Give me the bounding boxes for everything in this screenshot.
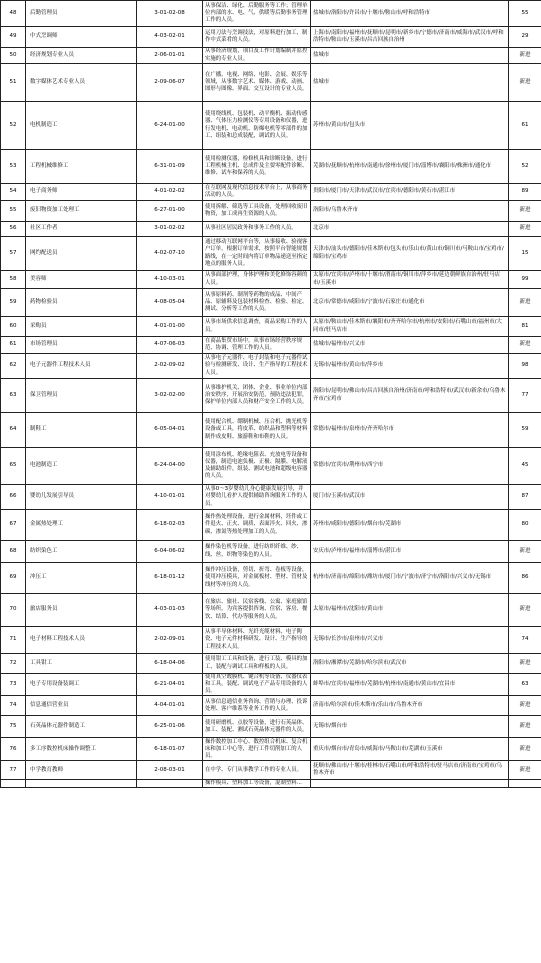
row-number: 76 — [1, 738, 26, 761]
city-list: 贵阳市/厦门市/天津市/武汉市/宜宾市/德阳市/黄石市/湛江市 — [311, 184, 509, 201]
row-number: 68 — [1, 541, 26, 563]
table-row — [1, 485, 541, 510]
row-number: 71 — [1, 627, 26, 654]
table-row — [1, 654, 541, 674]
row-number — [1, 780, 26, 788]
table-row — [1, 1, 541, 27]
row-number: 53 — [1, 150, 26, 184]
occupation-description: 从事市场供求信息调查，商品采购工作的人员。 — [203, 317, 311, 337]
occupation-description: 使用绕线机、包装机、动平衡机、振动传感器、气体压力检测仪等专用设备和仪器，进行发电机、电动机、防爆电机等零部件的加工、组装和总成装配，调试的人员。 — [203, 102, 311, 150]
occupation-name: 中学教育教师 — [26, 761, 137, 780]
occupation-description: 从事社区居民政务和事务工作的人员。 — [203, 222, 311, 237]
occupation-code: 4-01-02-02 — [137, 184, 203, 201]
rank-value — [509, 780, 541, 788]
row-number: 55 — [1, 201, 26, 222]
occupation-name: 信息通信营业员 — [26, 696, 137, 716]
occupation-code: 6-25-01-06 — [137, 716, 203, 738]
occupation-description: 使用配合机、绷制机械、压合机、抛光机等设备或工具，将皮革、纺织品和塑料等材料制作成皮鞋、旅游鞋和布鞋的人员。 — [203, 413, 311, 448]
occupation-name: 电子材料工程技术人员 — [26, 627, 137, 654]
occupation-name: 制鞋工 — [26, 413, 137, 448]
occupation-code: 6-27-01-00 — [137, 201, 203, 222]
occupation-description: 从事经济规划，项目及工作计划编制并监控实施的专业人员。 — [203, 48, 311, 64]
rank-value: 新进 — [509, 594, 541, 627]
occupation-name: 后勤管理员 — [26, 1, 137, 27]
table-row — [1, 289, 541, 317]
table-row — [1, 222, 541, 237]
occupation-name: 社区工作者 — [26, 222, 137, 237]
occupation-name: 中式烹调师 — [26, 27, 137, 48]
occupation-name: 冲压工 — [26, 563, 137, 594]
city-list: 盐城市 — [311, 48, 509, 64]
rank-value: 新进 — [509, 64, 541, 102]
table-row — [1, 379, 541, 413]
occupation-code: 6-05-04-01 — [137, 413, 203, 448]
table-row — [1, 413, 541, 448]
occupation-code: 4-01-01-00 — [137, 317, 203, 337]
row-number: 57 — [1, 237, 26, 271]
occupation-description: 在中学、专门从事教学工作的专业人员。 — [203, 761, 311, 780]
rank-value: 98 — [509, 354, 541, 379]
rank-value: 新进 — [509, 696, 541, 716]
city-list: 太原市/福州市/沈阳市/黄山市 — [311, 594, 509, 627]
occupation-name: 数字媒体艺术专业人员 — [26, 64, 137, 102]
occupation-description: 使用研磨机、点胶等设备，进行石英晶体、加工、装配、测试石英晶体元器件的人员。 — [203, 716, 311, 738]
table-row — [1, 150, 541, 184]
table-row — [1, 563, 541, 594]
occupation-description: 操作冲压设备，剪切、折弯、卷板等设备，使用冲压模具，对金属板材、型材、管材及线材等冲压的人员。 — [203, 563, 311, 594]
city-list: 厦门市/玉溪市/武汉市 — [311, 485, 509, 510]
row-number: 75 — [1, 716, 26, 738]
city-list: 洛阳市/乌鲁木齐市 — [311, 201, 509, 222]
occupation-code: 2-09-06-07 — [137, 64, 203, 102]
city-list: 常德市/福州市/泉州市/齐齐哈尔市 — [311, 413, 509, 448]
rank-value: 86 — [509, 563, 541, 594]
occupation-description: 从事半导体材料、光纤光缆材料、电子陶瓷、电子元件材料研发、设计、生产指导的工程技术人员。 — [203, 627, 311, 654]
table-row — [1, 64, 541, 102]
occupation-code: 4-03-02-01 — [137, 27, 203, 48]
occupation-code: 6-18-01-12 — [137, 563, 203, 594]
table-row — [1, 48, 541, 64]
row-number: 54 — [1, 184, 26, 201]
occupation-name: 婴幼儿发展引导员 — [26, 485, 137, 510]
occupation-description: 在互联网及现代信息技术平台上，从事商务活动的人员。 — [203, 184, 311, 201]
occupation-description: 使用钳工工具和设备，进行工装、模具的加工、装配与调试工具和样板的人员。 — [203, 654, 311, 674]
rank-value: 新进 — [509, 738, 541, 761]
occupation-description: 在广播、电视、网络、电影、会展、娱乐等领域，从事数字艺术、媒体、游戏、动画、图形与图像、界面、交互设计的专业人员。 — [203, 64, 311, 102]
occupation-name: 电池制造工 — [26, 448, 137, 485]
rank-value: 新进 — [509, 289, 541, 317]
occupation-name: 美容师 — [26, 271, 137, 289]
rank-value: 87 — [509, 485, 541, 510]
occupation-code: 2-02-09-02 — [137, 354, 203, 379]
occupation-name: 电子商务师 — [26, 184, 137, 201]
city-list: 北京市/常德市/咸阳市/宁波市/石家庄市/通化市 — [311, 289, 509, 317]
table-row — [1, 354, 541, 379]
row-number: 49 — [1, 27, 26, 48]
city-list: 济南市/哈尔滨市/佳木斯市/乐山市/乌鲁木齐市 — [311, 696, 509, 716]
occupation-description: 使用拆解、筛选等工具设备，处理回收废旧物资，加工成再生资源的人员。 — [203, 201, 311, 222]
row-number: 65 — [1, 448, 26, 485]
occupation-description: 从事电子元器件、电子封装和电子元器件试验与检测研发、设计、生产指导的工程技术人员。 — [203, 354, 311, 379]
occupation-name: 电子元器件工程技术人员 — [26, 354, 137, 379]
city-list: 无锡市/烟台市 — [311, 716, 509, 738]
city-list: 无锡市/长沙市/泉州市/兴义市 — [311, 627, 509, 654]
city-list: 洛阳市/湘潭市/芜湖市/哈尔滨市/武汉市 — [311, 654, 509, 674]
table-row — [1, 337, 541, 354]
rank-value: 新进 — [509, 654, 541, 674]
city-list: 盐城市/福州市/兴义市 — [311, 337, 509, 354]
city-list: 北京市 — [311, 222, 509, 237]
table-row — [1, 510, 541, 541]
rank-value: 61 — [509, 102, 541, 150]
occupation-code: 6-18-04-06 — [137, 654, 203, 674]
occupation-description: 从事原料药、制剂等药物的成品、中间产品、原辅料及包装材料检查、检验、检定、测试、分析等工作的人员。 — [203, 289, 311, 317]
city-list: 无锡市/福州市/黄山市/萍乡市 — [311, 354, 509, 379]
row-number: 50 — [1, 48, 26, 64]
occupation-description: 操作模具、塑料加工等设备，混制塑料... — [203, 780, 311, 788]
occupation-code: 6-18-02-03 — [137, 510, 203, 541]
occupation-name: 经济规划专业人员 — [26, 48, 137, 64]
city-list: 苏州市/黄山市/包头市 — [311, 102, 509, 150]
row-number: 61 — [1, 337, 26, 354]
occupation-description: 在商品集贸市场中，从事市场经营秩序规范、协调、管理工作的人员。 — [203, 337, 311, 354]
occupation-code: 4-03-01-03 — [137, 594, 203, 627]
row-number: 60 — [1, 317, 26, 337]
row-number: 51 — [1, 64, 26, 102]
table-row — [1, 448, 541, 485]
occupation-code: 6-18-01-07 — [137, 738, 203, 761]
occupation-description: 操作热处理设备，进行金属材料，坯件或工件退火、正火、调质、表面淬火、回火、渗碳、渗氮等热处理加工的人员。 — [203, 510, 311, 541]
city-list: 苏州市/咸阳市/德阳市/烟台市/芜湖市 — [311, 510, 509, 541]
row-number: 67 — [1, 510, 26, 541]
rank-value: 55 — [509, 1, 541, 27]
occupation-code: 4-02-07-10 — [137, 237, 203, 271]
table-row — [1, 237, 541, 271]
occupation-code: 4-04-01-01 — [137, 696, 203, 716]
occupation-description: 从事0～3岁婴幼儿身心健康发展引导，并对婴幼儿看护人提供辅助咨询服务工作的人员。 — [203, 485, 311, 510]
occupation-code — [137, 780, 203, 788]
occupation-name: 金属热处理工 — [26, 510, 137, 541]
city-list: 抚顺市/佛山市/十堰市/桂林市/石嘴山市/呼和浩特市/驻马店市/济南市/宝鸡市/乌鲁木齐市 — [311, 761, 509, 780]
city-list: 芜湖市/抚顺市/杭州市/南通市/徐州市/厦门市/淄博市/襄阳市/株洲市/通化市 — [311, 150, 509, 184]
city-list — [311, 780, 509, 788]
table-row — [1, 184, 541, 201]
row-number: 59 — [1, 289, 26, 317]
rank-value: 89 — [509, 184, 541, 201]
table-row — [1, 102, 541, 150]
occupation-name: 保卫管理员 — [26, 379, 137, 413]
occupation-description: 从事维护机关、团体、企业、事业单位内部治安秩序，开展治安防范，预防违法犯罪，保护单位内部人员和财产安全工作的人员。 — [203, 379, 311, 413]
occupation-name: 多工序数控机床操作调整工 — [26, 738, 137, 761]
city-list: 盐城市 — [311, 64, 509, 102]
table-body — [1, 1, 541, 788]
row-number: 74 — [1, 696, 26, 716]
occupation-code: 6-24-01-00 — [137, 102, 203, 150]
rank-value: 63 — [509, 674, 541, 696]
rank-value: 81 — [509, 317, 541, 337]
occupation-code: 6-21-04-01 — [137, 674, 203, 696]
occupation-code: 6-31-01-09 — [137, 150, 203, 184]
table-row — [1, 317, 541, 337]
row-number: 77 — [1, 761, 26, 780]
occupation-code: 4-08-05-04 — [137, 289, 203, 317]
table-row — [1, 541, 541, 563]
row-number: 63 — [1, 379, 26, 413]
row-number: 66 — [1, 485, 26, 510]
rank-value: 新进 — [509, 201, 541, 222]
occupation-code: 2-06-01-01 — [137, 48, 203, 64]
rank-value: 77 — [509, 379, 541, 413]
table-row — [1, 201, 541, 222]
occupation-code: 4-07-06-03 — [137, 337, 203, 354]
occupation-description: 从事信息通信业务咨询、营销与办理、投诉处理、客户维系等业务工作的人员。 — [203, 696, 311, 716]
occupation-description: 从事保洁、绿化、后勤服务等工作；管理单位内部的水、电、气、供暖等后勤事务管理工作的人员。 — [203, 1, 311, 27]
rank-value: 新进 — [509, 48, 541, 64]
occupation-description: 操作染色机等设备，进行纺织纤维、纱、线、丝、织物等染色的人员。 — [203, 541, 311, 563]
city-list: 上海市/南阳市/福州市/抚顺市/昆明市/新乡市/宁德市/济南市/威海市/武汉市/呼和浩特市/鞍山市/玉溪市/昌吉回族自治州 — [311, 27, 509, 48]
occupation-description: 运用刀法与烹调技法，对原料进行加工，制作中式菜肴的人员。 — [203, 27, 311, 48]
occupation-description: 使用涂布机、绝缘电阻表、充放电等设备和仪器，制造电池负极、正极、隔膜、电解液及辅助组件，组装、测试电池和超级电容器的人员。 — [203, 448, 311, 485]
table-row — [1, 716, 541, 738]
occupation-description: 在旅店、旅社、民宿客栈、公寓、家庭旅馆等场所，为宾客提供咨询、住宿、客房、餐饮、结算、代办等服务的人员。 — [203, 594, 311, 627]
occupation-description: 通过移动互联网平台等，从事接收、验视客户订单，根据订单需求，按照平台智能规划路线，在一定时间内将订单物品递送至指定地点的服务人员。 — [203, 237, 311, 271]
table-row — [1, 594, 541, 627]
occupation-description: 使用真空镀膜机、键合机等设备、仪器仪表和工具，装配、调试电子产品专用设备的人员。 — [203, 674, 311, 696]
occupation-code: 2-02-09-01 — [137, 627, 203, 654]
occupation-code: 6-24-04-00 — [137, 448, 203, 485]
table-row — [1, 627, 541, 654]
occupation-code: 3-01-02-08 — [137, 1, 203, 27]
table-row — [1, 738, 541, 761]
rank-value: 新进 — [509, 541, 541, 563]
occupation-description: 从事面部护理，身体护理和美化修饰容颜的人员。 — [203, 271, 311, 289]
occupation-description: 操作数控加工中心、数控组合机床、复合机床和加工中心等，进行工件切削加工的人员。 — [203, 738, 311, 761]
occupation-name — [26, 780, 137, 788]
occupation-name: 网约配送员 — [26, 237, 137, 271]
occupation-name: 工具钳工 — [26, 654, 137, 674]
row-number: 73 — [1, 674, 26, 696]
rank-value: 52 — [509, 150, 541, 184]
row-number: 64 — [1, 413, 26, 448]
occupation-code: 3-02-02-00 — [137, 379, 203, 413]
occupation-name: 采购员 — [26, 317, 137, 337]
occupation-name: 工程机械维修工 — [26, 150, 137, 184]
occupation-code: 2-08-03-01 — [137, 761, 203, 780]
occupation-code: 4-10-03-01 — [137, 271, 203, 289]
table-row — [1, 271, 541, 289]
occupation-name: 市场管理员 — [26, 337, 137, 354]
table-row — [1, 674, 541, 696]
row-number: 58 — [1, 271, 26, 289]
table-row — [1, 761, 541, 780]
occupation-name: 石英晶体元器件制造工 — [26, 716, 137, 738]
occupation-description: 使用检测仪器，检修机具和诊断设备，进行工程机械主机、总成件及主要零配件诊断、维修、试车和保养的人员。 — [203, 150, 311, 184]
occupation-name: 电机制造工 — [26, 102, 137, 150]
row-number: 52 — [1, 102, 26, 150]
row-number: 69 — [1, 563, 26, 594]
table-row — [1, 27, 541, 48]
city-list: 太原市/鞍山市/佳木斯市/襄阳市/齐齐哈尔市/杭州市/安阳市/石嘴山市/福州市/大同市/驻马店市 — [311, 317, 509, 337]
occupation-name: 旅店服务员 — [26, 594, 137, 627]
city-list: 杭州市/济南市/绵阳市/潍坊市/厦门市/宁波市/济宁市/洛阳市/兴义市/无锡市 — [311, 563, 509, 594]
rank-value: 80 — [509, 510, 541, 541]
rank-value: 74 — [509, 627, 541, 654]
occupation-code: 4-10-01-01 — [137, 485, 203, 510]
rank-value: 29 — [509, 27, 541, 48]
city-list: 天津市/汕头市/德阳市/佳木斯市/包头市/乐山市/黄山市/铜川市/马鞍山市/宝鸡市/绵阳市/宝鸡市 — [311, 237, 509, 271]
rank-value: 15 — [509, 237, 541, 271]
rank-value: 新进 — [509, 337, 541, 354]
row-number: 72 — [1, 654, 26, 674]
city-list: 重庆市/烟台市/青岛市/威海市/马鞍山市/芜湖市/玉溪市 — [311, 738, 509, 761]
city-list: 洛阳市/昆明市/佛山市/昌吉回族自治州/济南市/呼和浩特市/武汉市/新余市/乌鲁木齐市/宝鸡市 — [311, 379, 509, 413]
occupation-name: 电子专用设备装调工 — [26, 674, 137, 696]
city-list: 盐城市/洛阳市/许昌市/十堰市/鞍山市/呼和浩特市 — [311, 1, 509, 27]
city-list: 太原市/宜宾市/泸州市/十堰市/渭南市/铜川市/萍乡市/延边朝鲜族自治州/驻马店市/玉溪市 — [311, 271, 509, 289]
occupation-code: 6-04-06-02 — [137, 541, 203, 563]
rank-value: 新进 — [509, 222, 541, 237]
occupation-name: 药物检验员 — [26, 289, 137, 317]
table-row — [1, 696, 541, 716]
city-list: 蚌埠市/宜宾市/福州市/芜湖市/杭州市/南通市/黄山市/宜昌市 — [311, 674, 509, 696]
rank-value: 59 — [509, 413, 541, 448]
occupation-name: 废旧物资加工处理工 — [26, 201, 137, 222]
rank-value: 45 — [509, 448, 541, 485]
occupation-name: 纺织染色工 — [26, 541, 137, 563]
occupation-code: 3-01-02-02 — [137, 222, 203, 237]
row-number: 56 — [1, 222, 26, 237]
row-number: 48 — [1, 1, 26, 27]
city-list: 安庆市/泸州市/福州市/淄博市/湛江市 — [311, 541, 509, 563]
city-list: 常德市/宜宾市/荆州市/西宁市 — [311, 448, 509, 485]
rank-value: 99 — [509, 271, 541, 289]
row-number: 62 — [1, 354, 26, 379]
rank-value: 新进 — [509, 761, 541, 780]
table-row — [1, 780, 541, 788]
row-number: 70 — [1, 594, 26, 627]
rank-value: 新进 — [509, 716, 541, 738]
